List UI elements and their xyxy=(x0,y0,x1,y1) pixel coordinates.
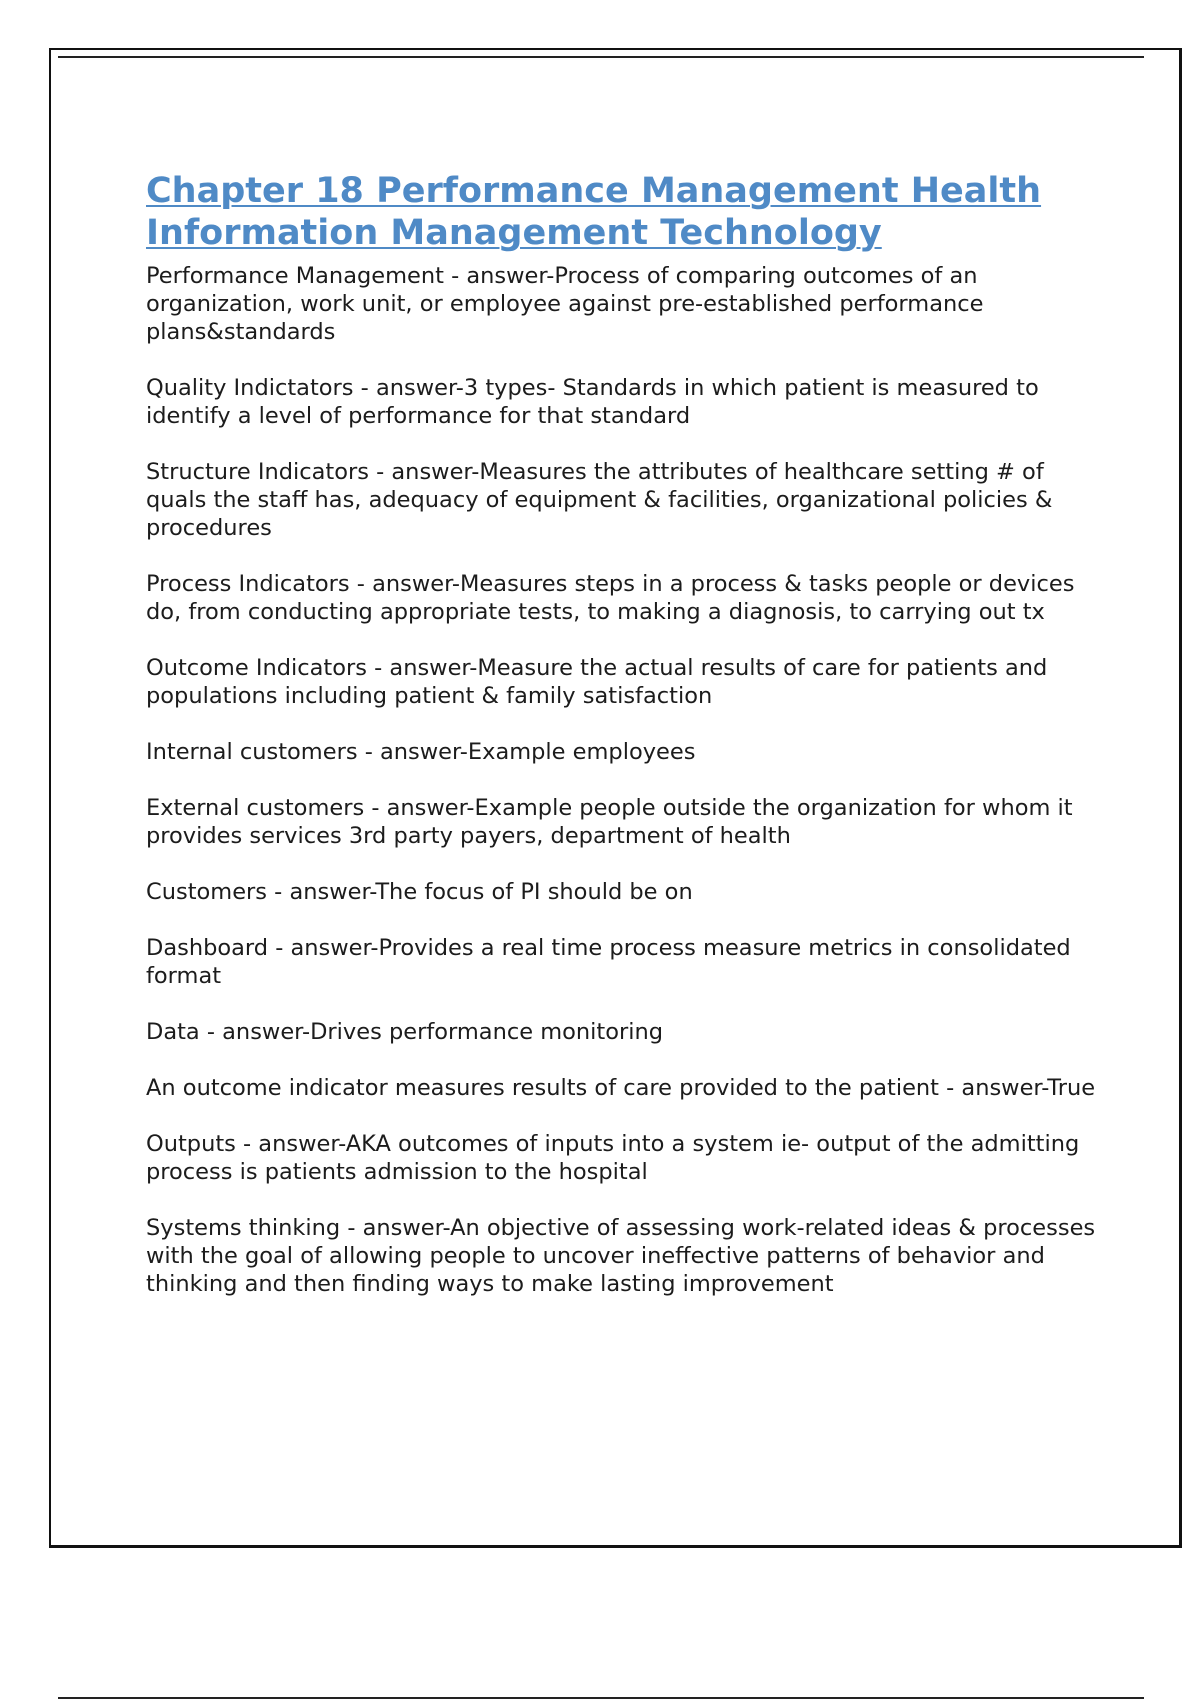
qa-entry-quality-indicators: Quality Indictators - answer-3 types- Standards in which patient is measured to identify a level of performance for that standard xyxy=(146,375,1039,429)
qa-entry-systems-thinking: Systems thinking - answer-An objective of assessing work-related ideas & processes with the goal of allowing people to uncover ineffective patterns of behavior and thinking and then finding ways to make lasting improvement xyxy=(146,1215,1096,1297)
qa-entry-outcome-indicator-true: An outcome indicator measures results of care provided to the patient - answer-True xyxy=(146,1075,1096,1101)
qa-entry-customers: Customers - answer-The focus of PI should be on xyxy=(146,879,693,905)
document-content xyxy=(146,170,1096,1326)
qa-entry-process-indicators: Process Indicators - answer-Measures steps in a process & tasks people or devices do, from conducting appropriate tests, to making a diagnosis, to carrying out tx xyxy=(146,571,1075,625)
qa-entry-outcome-indicators: Outcome Indicators - answer-Measure the actual results of care for patients and populations including patient & family satisfaction xyxy=(146,655,1048,709)
qa-entry-performance-management: Performance Management - answer-Process of comparing outcomes of an organization, work unit, or employee against pre-established performance plans&standards xyxy=(146,263,984,345)
top-rule xyxy=(58,56,1144,58)
qa-entry-outputs: Outputs - answer-AKA outcomes of inputs into a system ie- output of the admitting process is patients admission to the hospital xyxy=(146,1131,1080,1185)
qa-entry-structure-indicators: Structure Indicators - answer-Measures the attributes of healthcare setting # of quals the staff has, adequacy of equipment & facilities, organizational policies & procedures xyxy=(146,459,1053,541)
qa-entry-external-customers: External customers - answer-Example people outside the organization for whom it provides services 3rd party payers, department of health xyxy=(146,795,1073,849)
document-title[interactable]: Chapter 18 Performance Management Health Information Management Technology xyxy=(146,171,1042,253)
qa-entry-data: Data - answer-Drives performance monitoring xyxy=(146,1019,664,1045)
bottom-rule xyxy=(58,1697,1144,1699)
qa-entry-internal-customers: Internal customers - answer-Example employees xyxy=(146,739,696,765)
qa-entry-dashboard: Dashboard - answer-Provides a real time process measure metrics in consolidated format xyxy=(146,935,1071,989)
qa-list xyxy=(146,262,1096,1298)
